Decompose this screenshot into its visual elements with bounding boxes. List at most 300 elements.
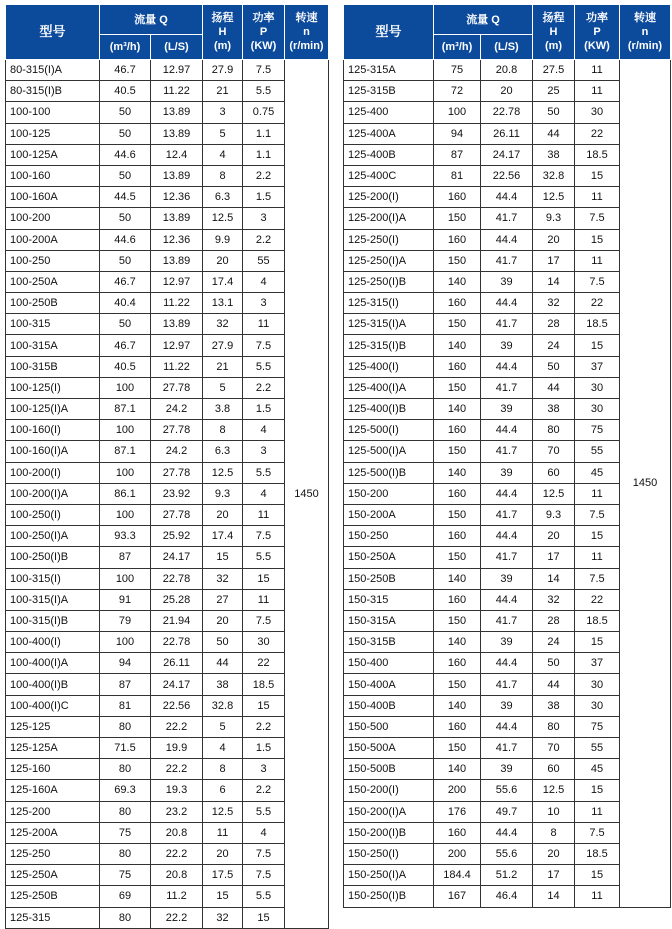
- head-cell: 14: [533, 568, 575, 589]
- flow-m3h-cell: 150: [434, 441, 481, 462]
- model-cell: 150-315: [344, 589, 434, 610]
- head-cell: 44: [203, 653, 243, 674]
- table-row: [6, 81, 329, 102]
- power-cell: 22: [575, 123, 620, 144]
- flow-m3h-cell: 81: [434, 165, 481, 186]
- table-row: [6, 547, 329, 568]
- table-row: [6, 314, 329, 335]
- power-cell: 2.2: [243, 229, 285, 250]
- head-cell: 9.3: [203, 483, 243, 504]
- power-cell: 3: [243, 293, 285, 314]
- head-cell: 20: [203, 250, 243, 271]
- head-cell: 20: [203, 843, 243, 864]
- flow-ls-cell: 44.4: [481, 187, 533, 208]
- model-cell: 125-315(I): [344, 293, 434, 314]
- model-cell: 125-200(I): [344, 187, 434, 208]
- model-cell: 100-100: [6, 102, 100, 123]
- flow-m3h-cell: 79: [100, 610, 151, 631]
- table-row: [6, 886, 329, 907]
- power-cell: 2.2: [243, 377, 285, 398]
- flow-m3h-cell: 160: [434, 653, 481, 674]
- power-cell: 4: [243, 483, 285, 504]
- power-cell: 7.5: [243, 60, 285, 81]
- table-row: [6, 610, 329, 631]
- model-cell: 125-160A: [6, 780, 100, 801]
- head-cell: 50: [533, 356, 575, 377]
- table-row: [344, 60, 671, 81]
- table-row: [6, 907, 329, 928]
- power-cell: 11: [243, 504, 285, 525]
- flow-m3h-cell: 140: [434, 632, 481, 653]
- header-flow-ls: (L/S): [481, 35, 533, 60]
- flow-m3h-cell: 160: [434, 822, 481, 843]
- power-cell: 11: [575, 801, 620, 822]
- model-cell: 100-200(I): [6, 462, 100, 483]
- model-cell: 150-200A: [344, 504, 434, 525]
- head-cell: 38: [203, 674, 243, 695]
- model-cell: 125-400(I): [344, 356, 434, 377]
- model-cell: 125-200(I)A: [344, 208, 434, 229]
- head-cell: 10: [533, 801, 575, 822]
- power-cell: 30: [575, 377, 620, 398]
- flow-m3h-cell: 150: [434, 610, 481, 631]
- power-cell: 5.5: [243, 462, 285, 483]
- table-row: [6, 695, 329, 716]
- flow-ls-cell: 11.22: [151, 356, 203, 377]
- model-cell: 100-250: [6, 250, 100, 271]
- flow-ls-cell: 49.7: [481, 801, 533, 822]
- header-speed: 转速 n (r/min): [285, 5, 329, 60]
- head-cell: 44: [533, 674, 575, 695]
- model-cell: 125-250(I): [344, 229, 434, 250]
- flow-m3h-cell: 46.7: [100, 60, 151, 81]
- flow-ls-cell: 12.97: [151, 335, 203, 356]
- head-cell: 17.4: [203, 271, 243, 292]
- table-row: [6, 462, 329, 483]
- head-cell: 8: [203, 165, 243, 186]
- flow-ls-cell: 13.89: [151, 102, 203, 123]
- head-cell: 28: [533, 610, 575, 631]
- model-cell: 125-125A: [6, 738, 100, 759]
- model-cell: 100-200(I)A: [6, 483, 100, 504]
- model-cell: 125-250(I)A: [344, 250, 434, 271]
- power-cell: 7.5: [243, 610, 285, 631]
- flow-ls-cell: 22.78: [151, 632, 203, 653]
- flow-m3h-cell: 80: [100, 907, 151, 928]
- flow-ls-cell: 46.4: [481, 886, 533, 907]
- flow-m3h-cell: 100: [100, 420, 151, 441]
- model-cell: 125-200A: [6, 822, 100, 843]
- pump-spec-table-right: [343, 4, 671, 908]
- power-cell: 75: [575, 716, 620, 737]
- table-row: [6, 420, 329, 441]
- head-cell: 9.3: [533, 504, 575, 525]
- model-cell: 100-315(I): [6, 568, 100, 589]
- head-cell: 21: [203, 356, 243, 377]
- head-cell: 38: [533, 695, 575, 716]
- flow-ls-cell: 12.4: [151, 144, 203, 165]
- power-cell: 15: [575, 335, 620, 356]
- power-cell: 1.5: [243, 738, 285, 759]
- model-cell: 100-125: [6, 123, 100, 144]
- speed-cell: 1450: [620, 60, 671, 908]
- head-cell: 12.5: [203, 208, 243, 229]
- head-cell: 27.5: [533, 60, 575, 81]
- model-cell: 150-500A: [344, 738, 434, 759]
- flow-ls-cell: 41.7: [481, 377, 533, 398]
- power-cell: 30: [243, 632, 285, 653]
- head-cell: 15: [203, 547, 243, 568]
- power-cell: 4: [243, 271, 285, 292]
- model-cell: 125-315B: [344, 81, 434, 102]
- flow-ls-cell: 27.78: [151, 377, 203, 398]
- flow-ls-cell: 13.89: [151, 165, 203, 186]
- table-row: [6, 144, 329, 165]
- flow-m3h-cell: 160: [434, 589, 481, 610]
- model-cell: 125-250: [6, 843, 100, 864]
- flow-m3h-cell: 75: [100, 865, 151, 886]
- head-cell: 8: [203, 420, 243, 441]
- model-cell: 150-250A: [344, 547, 434, 568]
- table-row: [6, 865, 329, 886]
- table-row: [6, 504, 329, 525]
- model-cell: 100-250A: [6, 271, 100, 292]
- speed-cell: 1450: [285, 60, 329, 929]
- flow-ls-cell: 39: [481, 399, 533, 420]
- flow-ls-cell: 44.4: [481, 653, 533, 674]
- flow-ls-cell: 23.2: [151, 801, 203, 822]
- table-row: [6, 250, 329, 271]
- power-cell: 3: [243, 208, 285, 229]
- flow-ls-cell: 22.2: [151, 759, 203, 780]
- flow-m3h-cell: 40.5: [100, 81, 151, 102]
- model-cell: 100-315: [6, 314, 100, 335]
- power-cell: 5.5: [243, 886, 285, 907]
- flow-ls-cell: 24.2: [151, 399, 203, 420]
- power-cell: 55: [575, 441, 620, 462]
- model-cell: 150-200(I)A: [344, 801, 434, 822]
- model-cell: 150-315B: [344, 632, 434, 653]
- flow-m3h-cell: 50: [100, 102, 151, 123]
- model-cell: 150-400A: [344, 674, 434, 695]
- model-cell: 150-400: [344, 653, 434, 674]
- head-cell: 50: [533, 653, 575, 674]
- header-speed: 转速 n (r/min): [620, 5, 671, 60]
- table-row: [6, 822, 329, 843]
- model-cell: 125-500(I)B: [344, 462, 434, 483]
- head-cell: 70: [533, 441, 575, 462]
- model-cell: 100-315(I)A: [6, 589, 100, 610]
- power-cell: 18.5: [243, 674, 285, 695]
- table-row: [6, 356, 329, 377]
- flow-ls-cell: 44.4: [481, 229, 533, 250]
- model-cell: 150-250(I)B: [344, 886, 434, 907]
- flow-m3h-cell: 160: [434, 356, 481, 377]
- flow-ls-cell: 39: [481, 462, 533, 483]
- model-cell: 125-315A: [344, 60, 434, 81]
- model-cell: 150-200(I): [344, 780, 434, 801]
- header-flow: 流量 Q: [434, 5, 533, 35]
- power-cell: 30: [575, 102, 620, 123]
- head-cell: 12.5: [533, 483, 575, 504]
- flow-ls-cell: 20.8: [151, 822, 203, 843]
- head-cell: 38: [533, 399, 575, 420]
- power-cell: 18.5: [575, 610, 620, 631]
- power-cell: 37: [575, 653, 620, 674]
- header-power: 功率 P (KW): [243, 5, 285, 60]
- power-cell: 18.5: [575, 843, 620, 864]
- header-model: 型号: [344, 5, 434, 60]
- table-body-right: [344, 60, 671, 908]
- flow-m3h-cell: 44.6: [100, 144, 151, 165]
- head-cell: 27.9: [203, 335, 243, 356]
- power-cell: 45: [575, 759, 620, 780]
- power-cell: 15: [575, 865, 620, 886]
- table-row: [6, 208, 329, 229]
- power-cell: 37: [575, 356, 620, 377]
- head-cell: 9.3: [533, 208, 575, 229]
- model-cell: 100-160A: [6, 187, 100, 208]
- model-cell: 100-160(I)A: [6, 441, 100, 462]
- flow-ls-cell: 24.17: [481, 144, 533, 165]
- table-row: [6, 123, 329, 144]
- model-cell: 125-500(I)A: [344, 441, 434, 462]
- head-cell: 24: [533, 335, 575, 356]
- flow-ls-cell: 19.9: [151, 738, 203, 759]
- flow-m3h-cell: 140: [434, 695, 481, 716]
- head-cell: 17: [533, 250, 575, 271]
- head-cell: 32: [533, 589, 575, 610]
- table-row: [6, 335, 329, 356]
- head-cell: 32: [203, 568, 243, 589]
- table-row: [6, 716, 329, 737]
- table-row: [6, 60, 329, 81]
- flow-ls-cell: 41.7: [481, 208, 533, 229]
- flow-m3h-cell: 94: [434, 123, 481, 144]
- flow-m3h-cell: 140: [434, 462, 481, 483]
- flow-m3h-cell: 184.4: [434, 865, 481, 886]
- flow-ls-cell: 44.4: [481, 716, 533, 737]
- head-cell: 50: [203, 632, 243, 653]
- flow-ls-cell: 24.17: [151, 547, 203, 568]
- power-cell: 15: [575, 632, 620, 653]
- flow-m3h-cell: 100: [100, 632, 151, 653]
- flow-ls-cell: 44.4: [481, 420, 533, 441]
- power-cell: 75: [575, 420, 620, 441]
- head-cell: 20: [533, 526, 575, 547]
- head-cell: 80: [533, 420, 575, 441]
- flow-m3h-cell: 87: [100, 547, 151, 568]
- table-row: [6, 271, 329, 292]
- head-cell: 21: [203, 81, 243, 102]
- flow-m3h-cell: 140: [434, 335, 481, 356]
- header-head: 扬程 H (m): [203, 5, 243, 60]
- power-cell: 1.1: [243, 144, 285, 165]
- power-cell: 7.5: [575, 271, 620, 292]
- power-cell: 15: [575, 165, 620, 186]
- flow-ls-cell: 39: [481, 632, 533, 653]
- model-cell: 100-400(I)C: [6, 695, 100, 716]
- flow-m3h-cell: 50: [100, 165, 151, 186]
- head-cell: 12.5: [533, 187, 575, 208]
- model-cell: 125-400(I)B: [344, 399, 434, 420]
- power-cell: 7.5: [575, 568, 620, 589]
- flow-ls-cell: 39: [481, 335, 533, 356]
- power-cell: 7.5: [575, 822, 620, 843]
- power-cell: 11: [575, 187, 620, 208]
- model-cell: 100-125(I)A: [6, 399, 100, 420]
- flow-m3h-cell: 200: [434, 843, 481, 864]
- model-cell: 100-315(I)B: [6, 610, 100, 631]
- table-row: [6, 229, 329, 250]
- table-row: [6, 165, 329, 186]
- power-cell: 7.5: [243, 865, 285, 886]
- model-cell: 80-315(I)B: [6, 81, 100, 102]
- flow-m3h-cell: 50: [100, 250, 151, 271]
- power-cell: 30: [575, 674, 620, 695]
- power-cell: 11: [575, 547, 620, 568]
- head-cell: 27: [203, 589, 243, 610]
- flow-ls-cell: 22.2: [151, 843, 203, 864]
- head-cell: 12.5: [203, 462, 243, 483]
- head-cell: 32: [203, 907, 243, 928]
- flow-m3h-cell: 167: [434, 886, 481, 907]
- power-cell: 30: [575, 695, 620, 716]
- flow-ls-cell: 39: [481, 695, 533, 716]
- flow-ls-cell: 22.78: [151, 568, 203, 589]
- model-cell: 125-500(I): [344, 420, 434, 441]
- flow-m3h-cell: 80: [100, 801, 151, 822]
- power-cell: 55: [575, 738, 620, 759]
- head-cell: 14: [533, 886, 575, 907]
- flow-ls-cell: 39: [481, 759, 533, 780]
- head-cell: 13.1: [203, 293, 243, 314]
- model-cell: 100-250(I)A: [6, 526, 100, 547]
- power-cell: 15: [575, 526, 620, 547]
- flow-m3h-cell: 87: [434, 144, 481, 165]
- flow-m3h-cell: 150: [434, 674, 481, 695]
- model-cell: 150-200(I)B: [344, 822, 434, 843]
- power-cell: 5.5: [243, 547, 285, 568]
- power-cell: 1.5: [243, 399, 285, 420]
- power-cell: 11: [575, 886, 620, 907]
- flow-ls-cell: 51.2: [481, 865, 533, 886]
- head-cell: 3: [203, 102, 243, 123]
- power-cell: 11: [575, 81, 620, 102]
- flow-m3h-cell: 140: [434, 399, 481, 420]
- power-cell: 11: [575, 250, 620, 271]
- flow-ls-cell: 41.7: [481, 250, 533, 271]
- flow-ls-cell: 25.92: [151, 526, 203, 547]
- head-cell: 6.3: [203, 441, 243, 462]
- table-row: [6, 377, 329, 398]
- power-cell: 11: [243, 589, 285, 610]
- flow-m3h-cell: 80: [100, 843, 151, 864]
- table-row: [6, 441, 329, 462]
- flow-ls-cell: 11.22: [151, 81, 203, 102]
- flow-ls-cell: 24.2: [151, 441, 203, 462]
- head-cell: 6.3: [203, 187, 243, 208]
- header-power: 功率 P (KW): [575, 5, 620, 60]
- table-row: [6, 526, 329, 547]
- power-cell: 5.5: [243, 356, 285, 377]
- head-cell: 60: [533, 462, 575, 483]
- flow-m3h-cell: 46.7: [100, 335, 151, 356]
- flow-ls-cell: 22.2: [151, 716, 203, 737]
- power-cell: 22: [243, 653, 285, 674]
- flow-ls-cell: 44.4: [481, 526, 533, 547]
- model-cell: 100-125A: [6, 144, 100, 165]
- flow-m3h-cell: 80: [100, 716, 151, 737]
- header-flow-m3h: (m³/h): [434, 35, 481, 60]
- power-cell: 4: [243, 822, 285, 843]
- power-cell: 7.5: [575, 504, 620, 525]
- flow-ls-cell: 20: [481, 81, 533, 102]
- head-cell: 15: [203, 886, 243, 907]
- flow-ls-cell: 26.11: [481, 123, 533, 144]
- flow-m3h-cell: 86.1: [100, 483, 151, 504]
- power-cell: 15: [243, 568, 285, 589]
- flow-ls-cell: 41.7: [481, 610, 533, 631]
- power-cell: 0.75: [243, 102, 285, 123]
- flow-m3h-cell: 160: [434, 293, 481, 314]
- flow-ls-cell: 11.22: [151, 293, 203, 314]
- flow-m3h-cell: 44.6: [100, 229, 151, 250]
- head-cell: 5: [203, 377, 243, 398]
- flow-ls-cell: 39: [481, 271, 533, 292]
- model-cell: 125-400: [344, 102, 434, 123]
- model-cell: 125-250B: [6, 886, 100, 907]
- flow-m3h-cell: 100: [100, 377, 151, 398]
- model-cell: 100-200: [6, 208, 100, 229]
- head-cell: 8: [203, 759, 243, 780]
- flow-m3h-cell: 150: [434, 250, 481, 271]
- flow-ls-cell: 20.8: [481, 60, 533, 81]
- head-cell: 4: [203, 738, 243, 759]
- model-cell: 125-200: [6, 801, 100, 822]
- model-cell: 125-125: [6, 716, 100, 737]
- power-cell: 11: [575, 483, 620, 504]
- model-cell: 150-400B: [344, 695, 434, 716]
- flow-ls-cell: 39: [481, 568, 533, 589]
- flow-m3h-cell: 150: [434, 314, 481, 335]
- table-row: [6, 653, 329, 674]
- flow-ls-cell: 26.11: [151, 653, 203, 674]
- head-cell: 3.8: [203, 399, 243, 420]
- header-flow: 流量 Q: [100, 5, 203, 35]
- head-cell: 44: [533, 377, 575, 398]
- head-cell: 20: [203, 504, 243, 525]
- head-cell: 32.8: [533, 165, 575, 186]
- flow-m3h-cell: 87.1: [100, 399, 151, 420]
- head-cell: 6: [203, 780, 243, 801]
- flow-ls-cell: 41.7: [481, 547, 533, 568]
- flow-m3h-cell: 40.4: [100, 293, 151, 314]
- power-cell: 1.1: [243, 123, 285, 144]
- head-cell: 60: [533, 759, 575, 780]
- flow-m3h-cell: 140: [434, 568, 481, 589]
- power-cell: 3: [243, 441, 285, 462]
- model-cell: 100-315B: [6, 356, 100, 377]
- table-row: [6, 759, 329, 780]
- flow-m3h-cell: 87.1: [100, 441, 151, 462]
- flow-m3h-cell: 94: [100, 653, 151, 674]
- power-cell: 7.5: [243, 526, 285, 547]
- power-cell: 7.5: [243, 843, 285, 864]
- table-row: [6, 780, 329, 801]
- model-cell: 150-250B: [344, 568, 434, 589]
- power-cell: 4: [243, 420, 285, 441]
